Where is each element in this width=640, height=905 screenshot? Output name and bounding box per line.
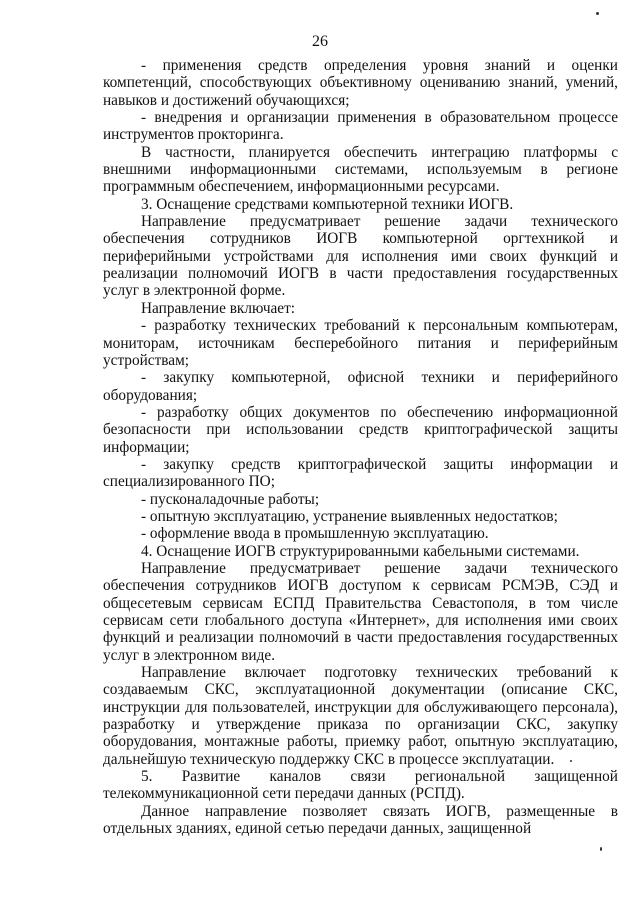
- paragraph: 3. Оснащение средствами компьютерной техники ИОГВ.: [141, 195, 514, 213]
- paragraph: - оформление ввода в промышленную эксплуатацию.: [141, 525, 489, 543]
- paragraph: - применения средств определения уровня знаний и оценки компетенций, способствующих объективному оцениванию знаний, умений, навыков и достижений обучающихся;: [103, 57, 618, 109]
- paragraph: - пусконаладочные работы;: [141, 490, 320, 508]
- scan-speck: [600, 847, 602, 851]
- paragraph: 5. Развитие каналов связи региональной защищенной телекоммуникационной сети передачи данных (РСПД).: [103, 768, 618, 803]
- paragraph: - внедрения и организации применения в образовательном процессе инструментов прокторинга.: [103, 109, 618, 144]
- paragraph: - разработку технических требований к персональным компьютерам, мониторам, источникам бесперебойного питания и периферийным устройствам;: [103, 317, 618, 369]
- body-text: [103, 57, 618, 837]
- paragraph: Направление предусматривает решение задачи технического обеспечения сотрудников ИОГВ доступом к сервисам РСМЭВ, СЭД и общесетевым сервисам ЕСПД Правительства Севастополя, в том числе сервисам сети глобального доступа «Интернет», для исполнения ими своих функций и реализации полномочий в части предоставления государственных услуг в электронном виде.: [103, 559, 618, 664]
- paragraph: Направление предусматривает решение задачи технического обеспечения сотрудников ИОГВ компьютерной оргтехникой и периферийными устройствами для исполнения ими своих функций и реализации полномочий ИОГВ в части предоставления государственных услуг в электронной форме.: [103, 213, 618, 300]
- paragraph: - закупку компьютерной, офисной техники и периферийного оборудования;: [103, 369, 618, 404]
- paragraph: 4. Оснащение ИОГВ структурированными кабельными системами.: [141, 542, 580, 560]
- scan-speck: [596, 12, 599, 15]
- paragraph: - разработку общих документов по обеспечению информационной безопасности при использовании средств криптографической защиты информации;: [103, 403, 618, 456]
- paragraph: - закупку средств криптографической защиты информации и специализированного ПО;: [103, 455, 618, 491]
- paragraph: Направление включает:: [141, 299, 296, 317]
- paragraph: Данное направление позволяет связать ИОГВ, размещенные в отдельных зданиях, единой сетью передачи данных, защищенной: [103, 802, 618, 838]
- paragraph: В частности, планируется обеспечить интеграцию платформы с внешними информационными системами, используемым в регионе программным обеспечением, информационными ресурсами.: [103, 143, 618, 196]
- paragraph: - опытную эксплуатацию, устранение выявленных недостатков;: [141, 507, 558, 525]
- paragraph: Направление включает подготовку технических требований к создаваемым СКС, эксплуатационной документации (описание СКС, инструкции для пользователей, инструкции для обслуживающего персонала), разработку и утверждение приказа по организации СКС, закупку оборудования, монтажные работы, приемку работ, опытную эксплуатацию, дальнейшую техническую поддержку СКС в процессе эксплуатации.: [103, 664, 618, 768]
- scan-speck: [570, 760, 572, 762]
- page-number: 26: [312, 33, 328, 50]
